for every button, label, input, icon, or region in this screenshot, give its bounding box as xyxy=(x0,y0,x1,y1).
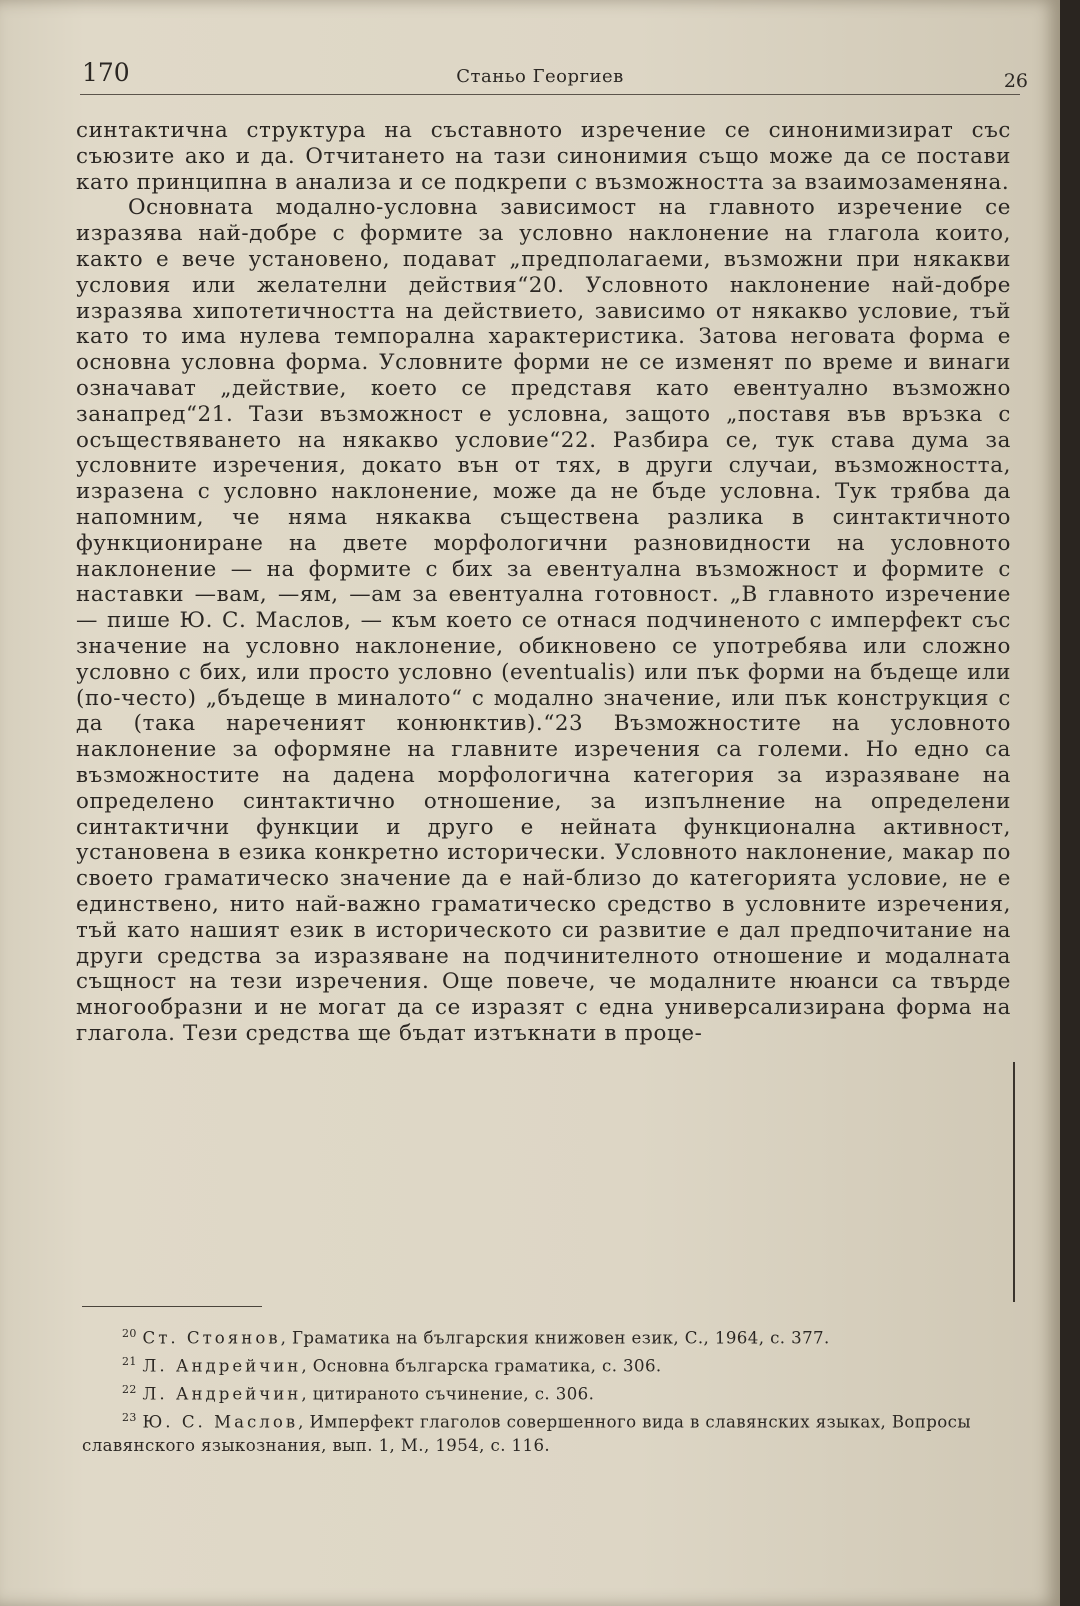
footnote-num: 22 xyxy=(122,1383,137,1397)
footnotes xyxy=(82,1322,1012,1458)
footnote-text: , Основна българска граматика, с. 306. xyxy=(301,1356,662,1376)
paragraph-1: синтактична структура на съставното изречение се синонимизират със съюзите ако и да. Отчитането на тази синонимия също може да се постави като принципна в анализа и се подкрепи с възможността за взаимозаменяна. xyxy=(76,118,1011,195)
page-number: 170 xyxy=(82,58,130,87)
footnote-20 xyxy=(82,1322,1012,1350)
footnote-rule xyxy=(82,1306,262,1307)
footnote-author: Л. Андрейчин xyxy=(142,1356,302,1376)
header-rule xyxy=(80,94,1020,95)
footnote-num: 20 xyxy=(122,1327,137,1340)
footnote-text: , цитираното съчинение, с. 306. xyxy=(301,1384,595,1404)
footnote-num: 23 xyxy=(122,1411,137,1425)
footnote-22 xyxy=(82,1378,1012,1406)
footnote-author: Ст. Стоянов xyxy=(142,1328,281,1348)
footnote-author: Л. Андрейчин xyxy=(142,1384,302,1404)
footnote-21 xyxy=(82,1350,1012,1378)
margin-pencil-mark xyxy=(1010,1062,1015,1302)
body-text xyxy=(76,118,1011,1047)
running-head: Станьо Георгиев xyxy=(456,66,624,87)
footnote-23 xyxy=(82,1406,1012,1458)
footnote-text: , Имперфект глаголов совершенного вида в славянских языках, Вопросы славянского языкознания, вып. 1, М., 1954, с. 116. xyxy=(82,1412,971,1456)
footnote-author: Ю. С. Маслов xyxy=(142,1412,299,1432)
paragraph-2: Основната модално-условна зависимост на главното изречение се изразява най-добре с формите за условно наклонение на глагола които, както е вече установено, подават „предполагаеми, възможни при някакви условия или желателни действия“20. Условното наклонение най-добре изразява хипотетичността на действието, зависимо от някакво условие, тъй като то има нулева темпорална характеристика. Затова неговата форма е основна условна форма. Условните форми не се изменят по време и винаги означават „действие, което се представя като евентуално възможно занапред“21. Тази възможност е условна, защото „поставя във връзка с осъществяването на някакво условие“22. Разбира се, тук става дума за условните изречения, докато вън от тях, в други случаи, възможността, изразена с условно наклонение, може да не бъде условна. Тук трябва да напомним, че няма някаква съществена разлика в синтактичното функциониране на двете морфологични разновидности на условното наклонение — на формите с бих за евентуална възможност и формите с наставки —вам, —ям, —ам за евентуална готовност. „В главното изречение — пише Ю. С. Маслов, — към което се отнася подчиненото с имперфект със значение на условно наклонение, обикновено се употребява или сложно условно с бих, или просто условно (eventualis) или пък форми на бъдеще или (по-често) „бъдеще в миналото“ с модално значение, или пък конструкция с да (така нареченият конюнктив).“23 Възможностите на условното наклонение за оформяне на главните изречения са големи. Но едно са възможностите на дадена морфологична категория за изразяване на определено синтактично отношение, за изпълнение на определени синтактични функции и друго е нейната функционална активност, установена в езика конкретно исторически. Условното наклонение, макар по своето граматическо значение да е най-близо до категорията условие, не е единствено, нито най-важно граматическо средство в условните изречения, тъй като нашият език в историческото си развитие е дал предпочитание на други средства за изразяване на подчинителното отношение и модалната същност на тези изречения. Още повече, че модалните нюанси са твърде многообразни и не могат да се изразят с една универсализирана форма на глагола. Тези средства ще бъдат изтъкнати в проце- xyxy=(76,195,1011,1046)
signature-number: 26 xyxy=(1003,70,1028,92)
page-header xyxy=(60,48,1028,98)
footnote-text: , Граматика на българския книжовен език, С., 1964, с. 377. xyxy=(280,1328,830,1348)
footnote-num: 21 xyxy=(122,1355,137,1369)
